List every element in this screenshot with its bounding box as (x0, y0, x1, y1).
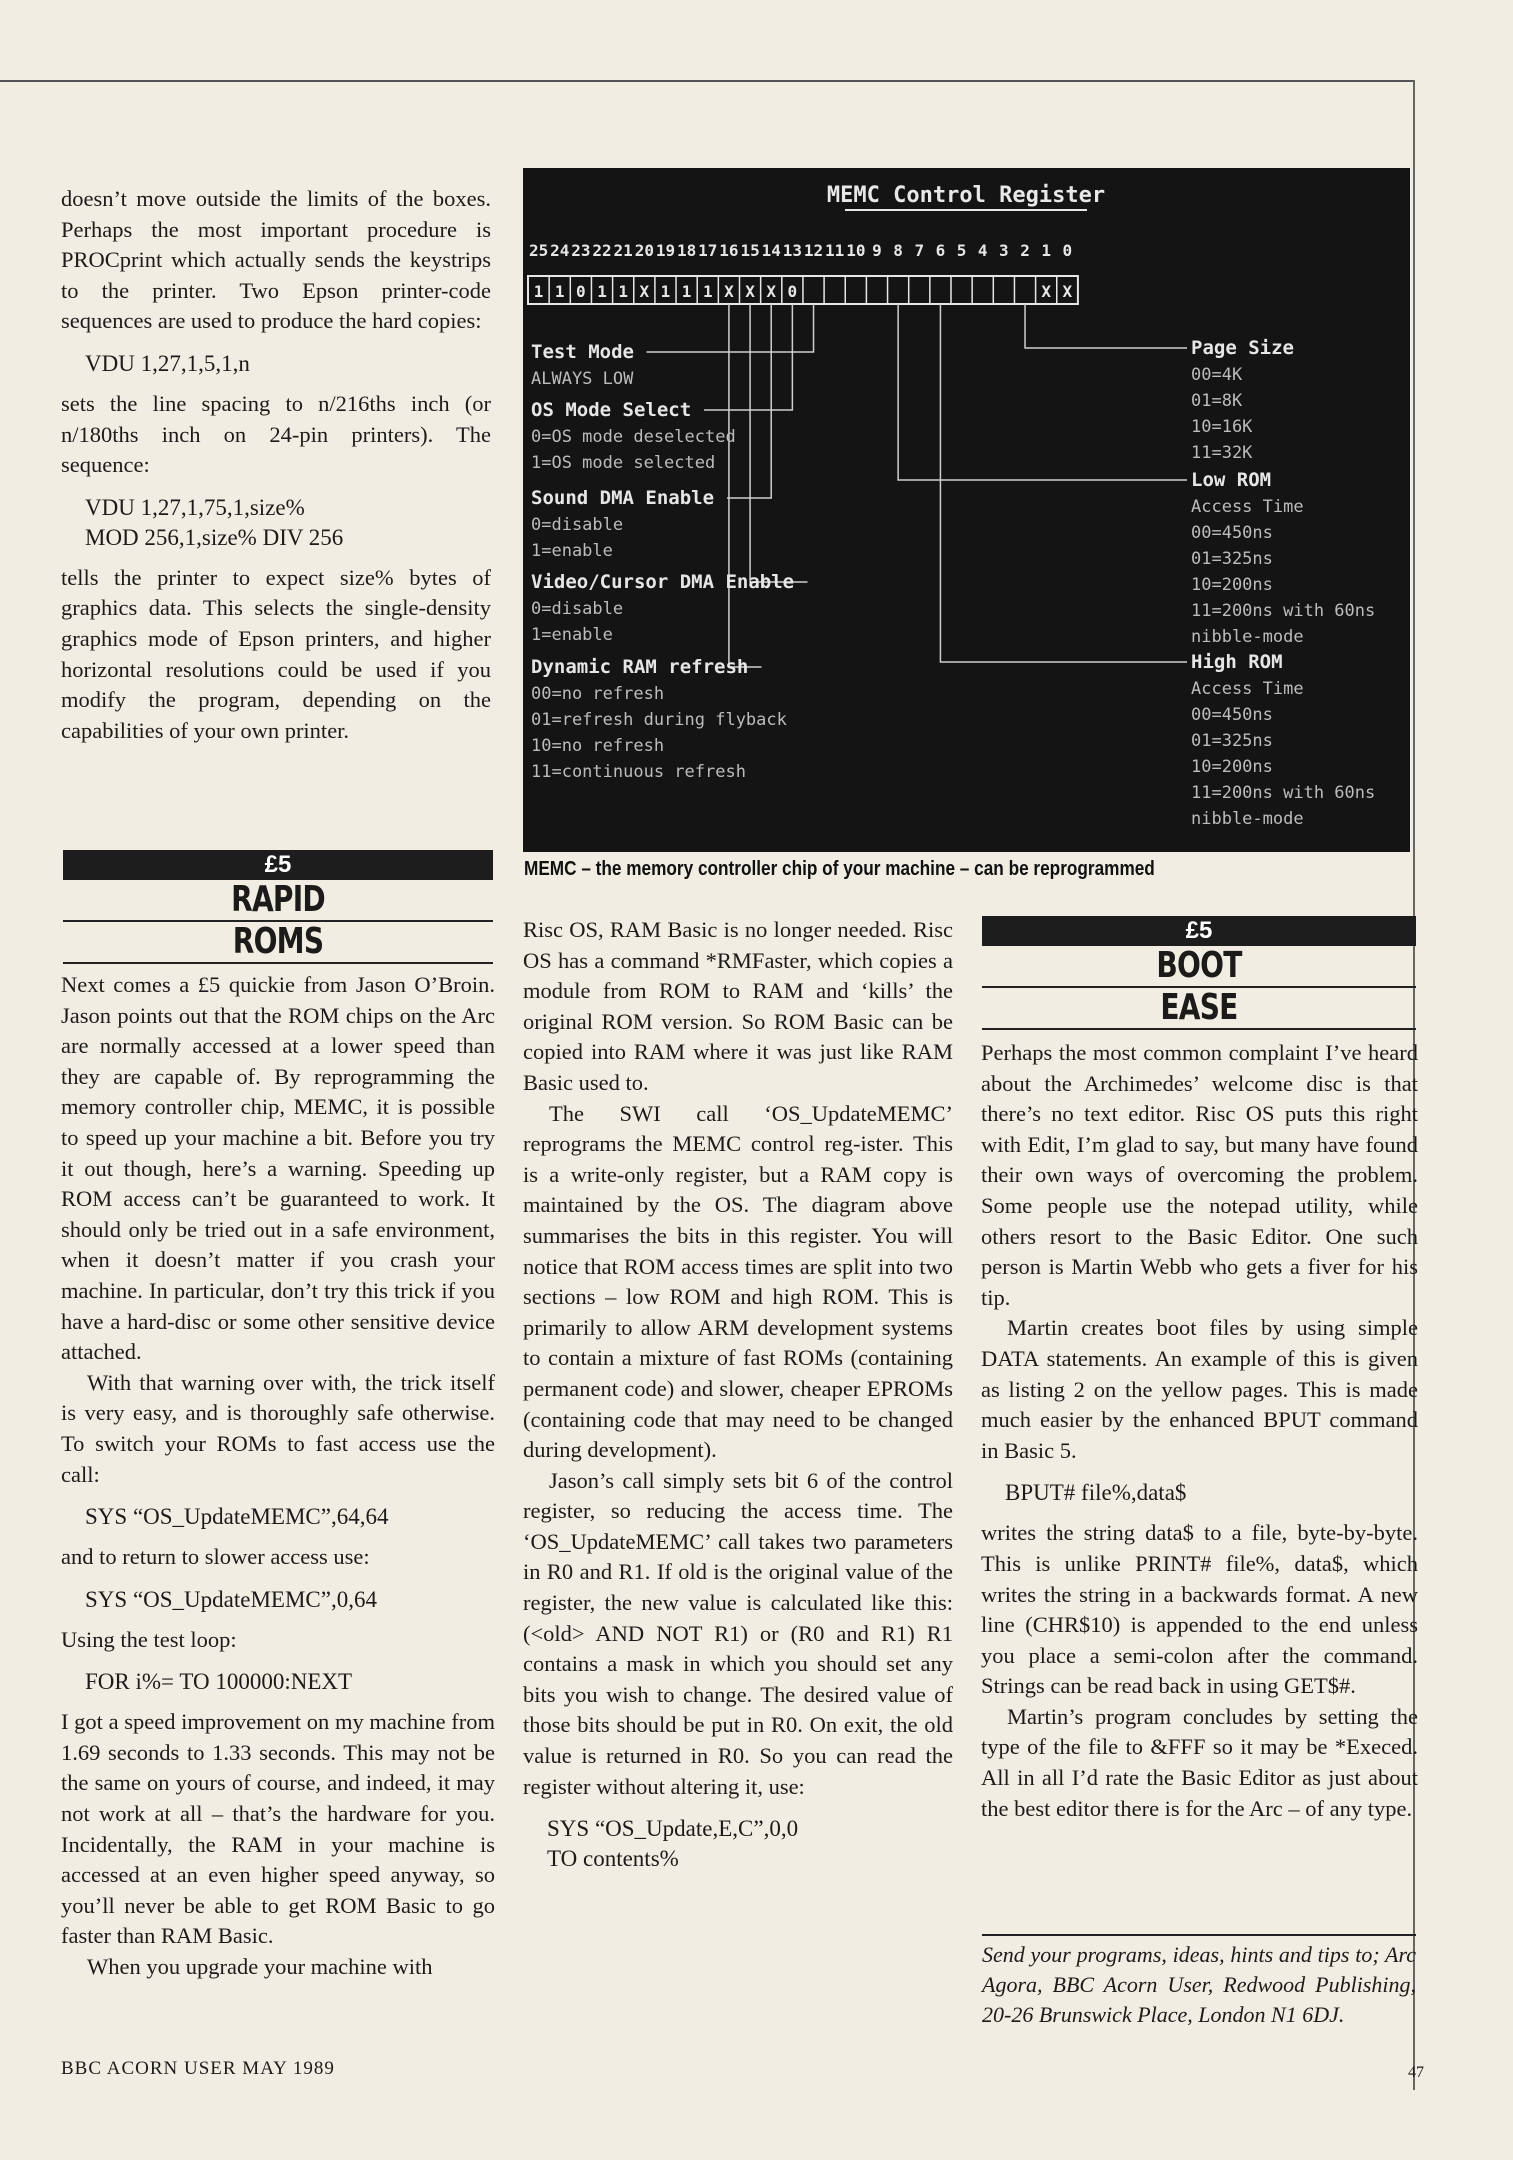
code-listing (61, 1585, 495, 1615)
memc-register-diagram (523, 168, 1410, 852)
paragraph: writes the string data$ to a file, byte-by-byte. This is unlike PRINT# file%, data$, which writes the string in a backwards format. A new line (CHR$10) is appended to the end unless you place a semi-colon after the command. Strings can be read back in using GET$#. (981, 1520, 1418, 1699)
paragraph: When you upgrade your machine with (87, 1954, 433, 1980)
bit-value: 1 (554, 282, 565, 301)
bit-value: 1 (618, 282, 628, 301)
field-name: High ROM (1191, 651, 1283, 673)
field-name: OS Mode Select (531, 399, 692, 421)
boot-ease-heading (982, 916, 1416, 1030)
bit-number: 18 (676, 241, 697, 260)
field-connector (729, 304, 762, 667)
bit-value: 1 (597, 282, 607, 301)
price-banner: £5 (63, 850, 493, 880)
bit-value: 1 (702, 282, 713, 301)
bit-number: 24 (550, 241, 570, 260)
field-value: ALWAYS LOW (531, 369, 634, 389)
field-value: 01=325ns (1191, 549, 1273, 569)
bit-number: 22 (592, 241, 612, 260)
bit-value: X (745, 282, 755, 301)
bit-value: 0 (576, 282, 586, 301)
code-line: SYS “OS_UpdateMEMC”,0,64 (85, 1586, 377, 1612)
bit-number: 6 (935, 241, 946, 260)
submission-text: Send your programs, ideas, hints and tips to; Arc Agora, BBC Acorn User, Redwood Publishing, 20-26 Brunswick Place, London N1 6DJ. (982, 1942, 1416, 2027)
bit-value-row (528, 276, 1078, 304)
column-2 (523, 915, 953, 1884)
field-value: 0=disable (531, 599, 624, 619)
field-value: 1=enable (531, 541, 613, 561)
field-value: Access Time (1191, 497, 1304, 517)
bit-number: 9 (872, 241, 882, 260)
paragraph: With that warning over with, the trick itself is very easy, and is thoroughly safe otherwise. To switch your ROMs to fast access use the call: (61, 1369, 495, 1487)
bit-number: 19 (655, 241, 676, 260)
bit-number: 13 (782, 241, 803, 260)
code-listing (981, 1478, 1418, 1508)
field-value: 00=450ns (1191, 705, 1273, 725)
code-listing (61, 349, 491, 379)
figure-caption: MEMC – the memory controller chip of your machine – can be reprogrammed (524, 858, 1155, 880)
field-value: 1=enable (531, 625, 613, 645)
bit-number: 16 (719, 241, 739, 260)
field-connector (647, 304, 814, 352)
field-value: 0=disable (531, 515, 624, 535)
bit-value: 1 (660, 282, 671, 301)
bit-number: 7 (914, 241, 925, 260)
field-connector (940, 304, 1187, 662)
heading-title-line-1: BOOT (1156, 945, 1242, 986)
field-value: nibble-mode (1191, 627, 1304, 647)
paragraph: I got a speed improvement on my machine from 1.69 seconds to 1.33 seconds. This may not be the same on yours of course, and indeed, it may not work at all – that’s the hardware for you. Incidentally, the RAM in your machine is accessed at an even higher speed anyway, so you’ll never be able to get ROM Basic to go faster than RAM Basic. (61, 1709, 495, 1949)
bit-number: 21 (613, 241, 633, 260)
bit-number: 11 (825, 241, 845, 260)
bit-number: 5 (956, 241, 967, 260)
code-line: MOD 256,1,size% DIV 256 (85, 524, 344, 550)
code-listing (61, 493, 491, 553)
bit-value: 0 (787, 282, 798, 301)
field-name: Test Mode (531, 341, 634, 363)
paragraph: Perhaps the most common complaint I’ve heard about the Archimedes’ welcome disc is that there’s no text editor. Risc OS puts this right with Edit, I’m glad to say, but many have found their own ways of overcoming the problem. Some people use the notepad utility, while others resort to the Basic Editor. One such person is Martin Webb who gets a fiver for his tip. (981, 1040, 1418, 1310)
field-connector (704, 304, 792, 410)
field-value: 11=200ns with 60ns (1191, 601, 1376, 621)
field-connector (727, 304, 771, 498)
footer-page-number: 47 (1408, 2064, 1424, 2081)
bit-value: 1 (533, 282, 544, 301)
connector-lines (647, 304, 1188, 667)
field-value: 01=325ns (1191, 731, 1273, 751)
column-1-bottom (61, 970, 495, 1983)
bit-value: X (639, 282, 650, 301)
submission-note (982, 1934, 1416, 2030)
rapid-roms-heading (63, 850, 493, 964)
bit-number: 8 (893, 241, 903, 260)
bit-value: X (1062, 282, 1073, 301)
paragraph: The SWI call ‘OS_UpdateMEMC’ reprograms the MEMC control reg-ister. This is a write-only register, but a RAM copy is maintained by the OS. The diagram above summarises the bits in this register. You will notice that ROM access times are split into two sections – low ROM and high ROM. This is primarily to allow ARM development systems to contain a mixture of fast ROMs (containing permanent code) and slower, cheaper EPROMs (containing code that may need to be changed during development). (523, 1100, 953, 1463)
paragraph: Next comes a £5 quickie from Jason O’Broin. Jason points out that the ROM chips on the Arc are normally accessed at a lower speed than they are capable of. By reprogramming the memory controller chip, MEMC, it is possible to speed up your machine a bit. Before you try it out though, here’s a warning. Speeding up ROM access can’t be guaranteed to work. It should only be tried out in a safe environment, when it doesn’t matter if you crash your machine. In particular, don’t try this trick if you have a hard-disc or some other sensitive device attached. (61, 972, 495, 1365)
field-value: 00=4K (1191, 365, 1243, 385)
code-line: TO contents% (547, 1846, 679, 1872)
paragraph: sets the line spacing to n/216ths inch (or n/180ths inch on 24-pin printers). The sequence: (61, 390, 491, 478)
paragraph: Jason’s call simply sets bit 6 of the control register, so reducing the access time. The ‘OS_UpdateMEMC’ call takes two parameters in R0 and R1. If old is the original value of the register, the new value is calculated like this: (<old> AND NOT R1) or (R0 and R1) R1 contains a mask in which you should set any bits you wish to change. The desired value of those bits should be put in R0. On exit, the old value is returned in R0. So you can read the register without altering it, use: (523, 1467, 953, 1799)
field-name: Low ROM (1191, 469, 1272, 491)
field-value: 11=200ns with 60ns (1191, 783, 1376, 803)
code-line: SYS “OS_Update,E,C”,0,0 (547, 1816, 799, 1842)
paragraph: and to return to slower access use: (61, 1544, 370, 1570)
field-value: nibble-mode (1191, 809, 1304, 829)
diagram-title: MEMC Control Register (826, 183, 1106, 208)
bit-number: 23 (571, 241, 591, 260)
code-line: VDU 1,27,1,75,1,size% (85, 494, 305, 520)
field-value: 11=continuous refresh (531, 762, 746, 782)
left-field-descriptions (531, 341, 794, 782)
paragraph: tells the printer to expect size% bytes of graphics data. This selects the single-density graphics mode of Epson printers, and higher horizontal resolutions could be used if you modify the program, depending on the capabilities of your own printer. (61, 564, 491, 743)
field-value: 00=no refresh (531, 684, 665, 704)
bit-number: 17 (698, 241, 718, 260)
field-connector (750, 304, 807, 582)
field-value: 1=OS mode selected (531, 453, 716, 473)
code-line: BPUT# file%,data$ (1005, 1480, 1187, 1506)
paragraph: doesn’t move outside the limits of the boxes. Perhaps the most important procedure is PROCprint which actually sends the keystrips to the printer. Two Epson printer-code sequences are used to produce the hard copies: (61, 186, 491, 334)
code-line: SYS “OS_UpdateMEMC”,64,64 (85, 1504, 389, 1530)
heading-title-line-1: RAPID (231, 879, 325, 920)
bit-value: X (1041, 282, 1051, 301)
field-name: Page Size (1191, 337, 1294, 359)
code-line: VDU 1,27,1,5,1,n (85, 350, 250, 376)
bit-value: 1 (681, 282, 692, 301)
right-field-descriptions (1191, 337, 1375, 829)
field-name: Sound DMA Enable (531, 487, 715, 509)
bit-number: 2 (1020, 241, 1030, 260)
field-value: 10=no refresh (531, 736, 665, 756)
bit-number: 3 (999, 241, 1009, 260)
field-value: 10=200ns (1191, 575, 1273, 595)
code-listing (523, 1814, 953, 1874)
bit-number: 10 (846, 241, 866, 260)
field-value: 10=200ns (1191, 757, 1273, 777)
bit-number: 20 (634, 241, 654, 260)
bit-number: 15 (740, 241, 760, 260)
column-3 (981, 1038, 1418, 1824)
field-value: Access Time (1191, 679, 1304, 699)
field-connector (1025, 304, 1187, 348)
footer-magazine: BBC ACORN USER MAY 1989 (61, 2058, 335, 2079)
field-value: 00=450ns (1191, 523, 1273, 543)
field-value: 01=refresh during flyback (531, 710, 787, 730)
heading-title-line-2: ROMS (232, 921, 324, 962)
heading-title-line-2: EASE (1160, 987, 1238, 1028)
paragraph: Martin creates boot files by using simple DATA statements. An example of this is given as listing 2 on the yellow pages. This is made much easier by the enhanced BPUT command in Basic 5. (981, 1315, 1418, 1463)
bit-number: 4 (977, 241, 988, 260)
code-listing (61, 1502, 495, 1532)
code-line: FOR i%= TO 100000:NEXT (85, 1669, 353, 1695)
field-value: 10=16K (1191, 417, 1253, 437)
field-value: 01=8K (1191, 391, 1243, 411)
field-name: Video/Cursor DMA Enable (531, 571, 795, 593)
bit-number: 12 (803, 241, 824, 260)
bit-number: 1 (1041, 241, 1051, 260)
bit-value: X (724, 282, 734, 301)
top-rule (0, 80, 1415, 82)
bit-value: X (766, 282, 777, 301)
paragraph: Using the test loop: (61, 1626, 237, 1652)
heading-rule (982, 1028, 1416, 1030)
paragraph: Risc OS, RAM Basic is no longer needed. Risc OS has a command *RMFaster, which copies a module from ROM to RAM and ‘kills’ the original ROM version. So ROM Basic can be copied into RAM where it was just like RAM Basic used to. (523, 917, 953, 1095)
price-banner: £5 (982, 916, 1416, 946)
bit-number: 25 (528, 241, 549, 260)
field-connector (898, 304, 1187, 480)
column-1-top (61, 184, 491, 746)
bit-number: 14 (761, 241, 781, 260)
field-value: 11=32K (1191, 443, 1253, 463)
field-value: 0=OS mode deselected (531, 427, 736, 447)
field-name: Dynamic RAM refresh (531, 656, 749, 678)
code-listing (61, 1667, 495, 1697)
paragraph: Martin’s program concludes by setting the type of the file to &FFF so it may be *Execed. All in all I’d rate the Basic Editor as just about the best editor there is for the Arc – of any type. (981, 1703, 1418, 1821)
bit-number: 0 (1062, 241, 1073, 260)
heading-rule (63, 962, 493, 964)
bit-number-row (529, 241, 1072, 260)
